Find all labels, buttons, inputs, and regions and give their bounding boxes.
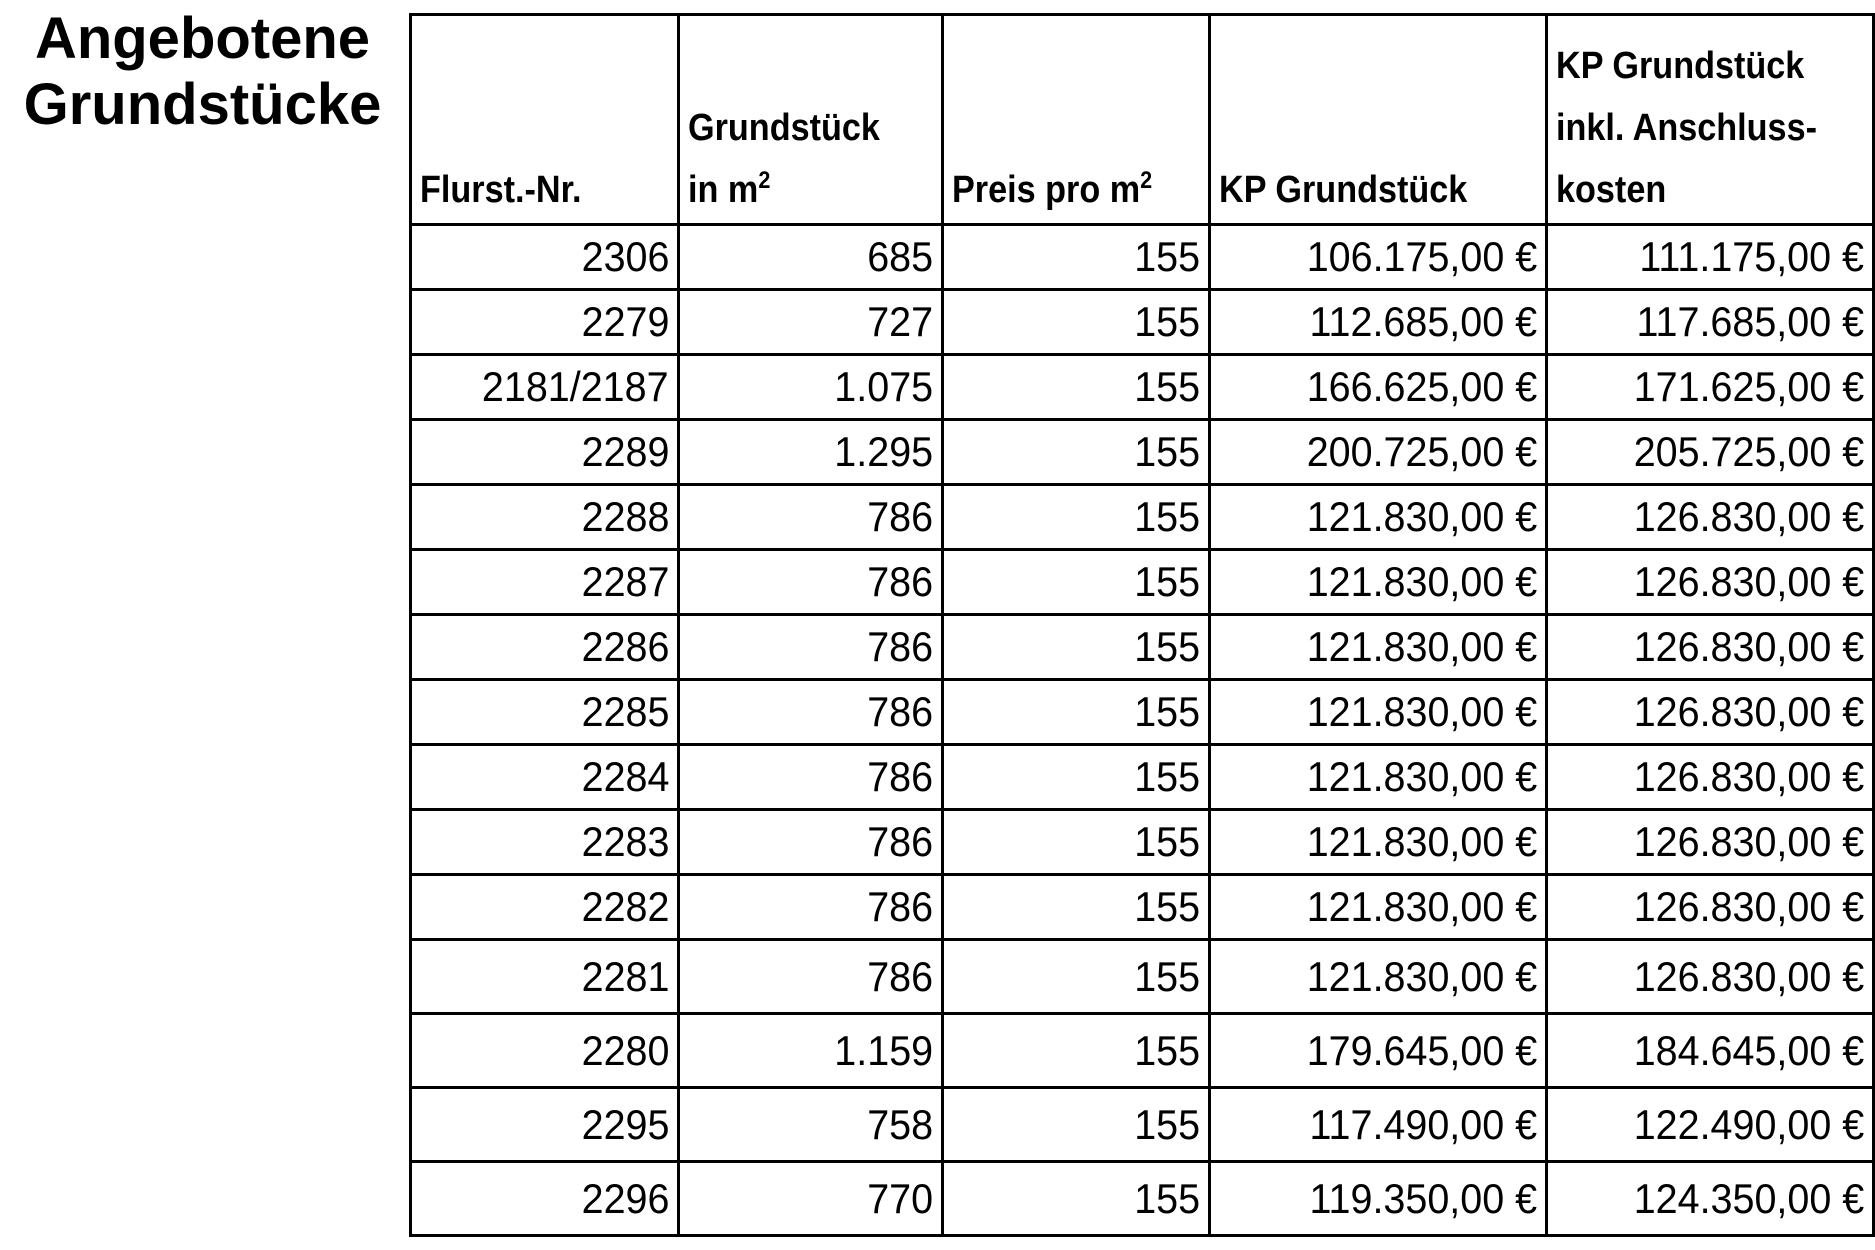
cell-flurst-nr: 2289 [411, 420, 679, 485]
cell-kp: 121.830,00 € [1210, 875, 1547, 940]
table-row [411, 810, 1874, 875]
table-header [411, 15, 1874, 225]
header-kp-label: KP Grundstück [1219, 169, 1468, 211]
page-title [0, 6, 405, 138]
cell-flaeche: 786 [679, 680, 943, 745]
header-grundstueck-superscript: 2 [758, 167, 771, 194]
cell-kp: 119.350,00 € [1210, 1162, 1547, 1236]
table-row [411, 745, 1874, 810]
table-row [411, 290, 1874, 355]
cell-kp: 121.830,00 € [1210, 485, 1547, 550]
cell-kp: 121.830,00 € [1210, 615, 1547, 680]
cell-kp: 200.725,00 € [1210, 420, 1547, 485]
cell-flaeche: 1.159 [679, 1014, 943, 1088]
cell-kp: 121.830,00 € [1210, 745, 1547, 810]
cell-flurst-nr: 2284 [411, 745, 679, 810]
cell-kp-inkl: 126.830,00 € [1547, 810, 1874, 875]
header-kp-inkl-anschluss [1547, 15, 1874, 225]
table-row [411, 1088, 1874, 1162]
cell-flaeche: 786 [679, 745, 943, 810]
cell-flurst-nr: 2286 [411, 615, 679, 680]
cell-preis: 155 [943, 680, 1210, 745]
plots-table [409, 13, 1875, 1237]
cell-flaeche: 786 [679, 615, 943, 680]
cell-preis: 155 [943, 1014, 1210, 1088]
table-row [411, 1014, 1874, 1088]
cell-flurst-nr: 2306 [411, 225, 679, 290]
table-body [411, 225, 1874, 1236]
table-row [411, 550, 1874, 615]
table-row [411, 420, 1874, 485]
header-kp-inkl-line2: inkl. Anschluss- [1556, 107, 1817, 149]
cell-flurst-nr: 2283 [411, 810, 679, 875]
cell-flaeche: 786 [679, 550, 943, 615]
cell-kp-inkl: 171.625,00 € [1547, 355, 1874, 420]
header-row [411, 15, 1874, 225]
cell-kp-inkl: 126.830,00 € [1547, 615, 1874, 680]
cell-preis: 155 [943, 550, 1210, 615]
cell-kp-inkl: 126.830,00 € [1547, 550, 1874, 615]
cell-preis: 155 [943, 225, 1210, 290]
cell-flaeche: 786 [679, 875, 943, 940]
cell-flaeche: 727 [679, 290, 943, 355]
cell-kp: 121.830,00 € [1210, 680, 1547, 745]
header-preis-text: Preis pro m [952, 169, 1141, 211]
cell-kp-inkl: 126.830,00 € [1547, 680, 1874, 745]
header-kp-inkl-line3: kosten [1556, 169, 1667, 211]
header-grundstueck-flaeche [679, 15, 943, 225]
cell-kp: 121.830,00 € [1210, 550, 1547, 615]
table-row [411, 355, 1874, 420]
cell-kp: 106.175,00 € [1210, 225, 1547, 290]
cell-flaeche: 786 [679, 810, 943, 875]
cell-kp-inkl: 184.645,00 € [1547, 1014, 1874, 1088]
page-title-line1: Angebotene [34, 6, 371, 71]
cell-preis: 155 [943, 1088, 1210, 1162]
header-grundstueck-line1: Grundstück [688, 107, 880, 149]
header-kp-inkl-label [1556, 35, 1817, 221]
cell-flurst-nr: 2281 [411, 940, 679, 1014]
cell-kp-inkl: 126.830,00 € [1547, 745, 1874, 810]
cell-kp-inkl: 126.830,00 € [1547, 940, 1874, 1014]
cell-kp-inkl: 122.490,00 € [1547, 1088, 1874, 1162]
cell-flurst-nr: 2282 [411, 875, 679, 940]
cell-kp-inkl: 126.830,00 € [1547, 485, 1874, 550]
cell-flaeche: 786 [679, 940, 943, 1014]
cell-kp-inkl: 126.830,00 € [1547, 875, 1874, 940]
cell-kp-inkl: 124.350,00 € [1547, 1162, 1874, 1236]
cell-preis: 155 [943, 290, 1210, 355]
header-preis-pro-m2 [943, 15, 1210, 225]
cell-flaeche: 770 [679, 1162, 943, 1236]
header-preis-label [952, 159, 1152, 221]
cell-flurst-nr: 2287 [411, 550, 679, 615]
cell-kp: 112.685,00 € [1210, 290, 1547, 355]
cell-flurst-nr: 2181/2187 [411, 355, 679, 420]
cell-preis: 155 [943, 485, 1210, 550]
table-row [411, 680, 1874, 745]
table-row [411, 225, 1874, 290]
cell-kp: 166.625,00 € [1210, 355, 1547, 420]
table-row [411, 940, 1874, 1014]
cell-flurst-nr: 2288 [411, 485, 679, 550]
cell-kp: 179.645,00 € [1210, 1014, 1547, 1088]
cell-preis: 155 [943, 940, 1210, 1014]
cell-kp: 121.830,00 € [1210, 810, 1547, 875]
cell-kp: 121.830,00 € [1210, 940, 1547, 1014]
cell-flurst-nr: 2279 [411, 290, 679, 355]
cell-flurst-nr: 2285 [411, 680, 679, 745]
cell-flaeche: 758 [679, 1088, 943, 1162]
header-grundstueck-line2: in m [688, 169, 759, 211]
cell-kp: 117.490,00 € [1210, 1088, 1547, 1162]
header-preis-superscript: 2 [1140, 167, 1153, 194]
cell-preis: 155 [943, 420, 1210, 485]
cell-kp-inkl: 117.685,00 € [1547, 290, 1874, 355]
cell-preis: 155 [943, 810, 1210, 875]
page-title-line2: Grundstücke [23, 72, 382, 137]
cell-preis: 155 [943, 875, 1210, 940]
header-flurst-nr [411, 15, 679, 225]
cell-flaeche: 685 [679, 225, 943, 290]
table-row [411, 485, 1874, 550]
cell-kp-inkl: 205.725,00 € [1547, 420, 1874, 485]
table-row [411, 1162, 1874, 1236]
header-grundstueck-flaeche-label [688, 97, 880, 221]
cell-flurst-nr: 2295 [411, 1088, 679, 1162]
cell-flaeche: 1.075 [679, 355, 943, 420]
header-kp-grundstueck [1210, 15, 1547, 225]
table-row [411, 875, 1874, 940]
cell-flurst-nr: 2296 [411, 1162, 679, 1236]
cell-preis: 155 [943, 615, 1210, 680]
cell-flaeche: 1.295 [679, 420, 943, 485]
header-flurst-nr-label: Flurst.-Nr. [420, 169, 582, 211]
table-row [411, 615, 1874, 680]
cell-preis: 155 [943, 1162, 1210, 1236]
cell-kp-inkl: 111.175,00 € [1547, 225, 1874, 290]
cell-flaeche: 786 [679, 485, 943, 550]
header-kp-inkl-line1: KP Grundstück [1556, 45, 1805, 87]
cell-preis: 155 [943, 355, 1210, 420]
cell-preis: 155 [943, 745, 1210, 810]
cell-flurst-nr: 2280 [411, 1014, 679, 1088]
